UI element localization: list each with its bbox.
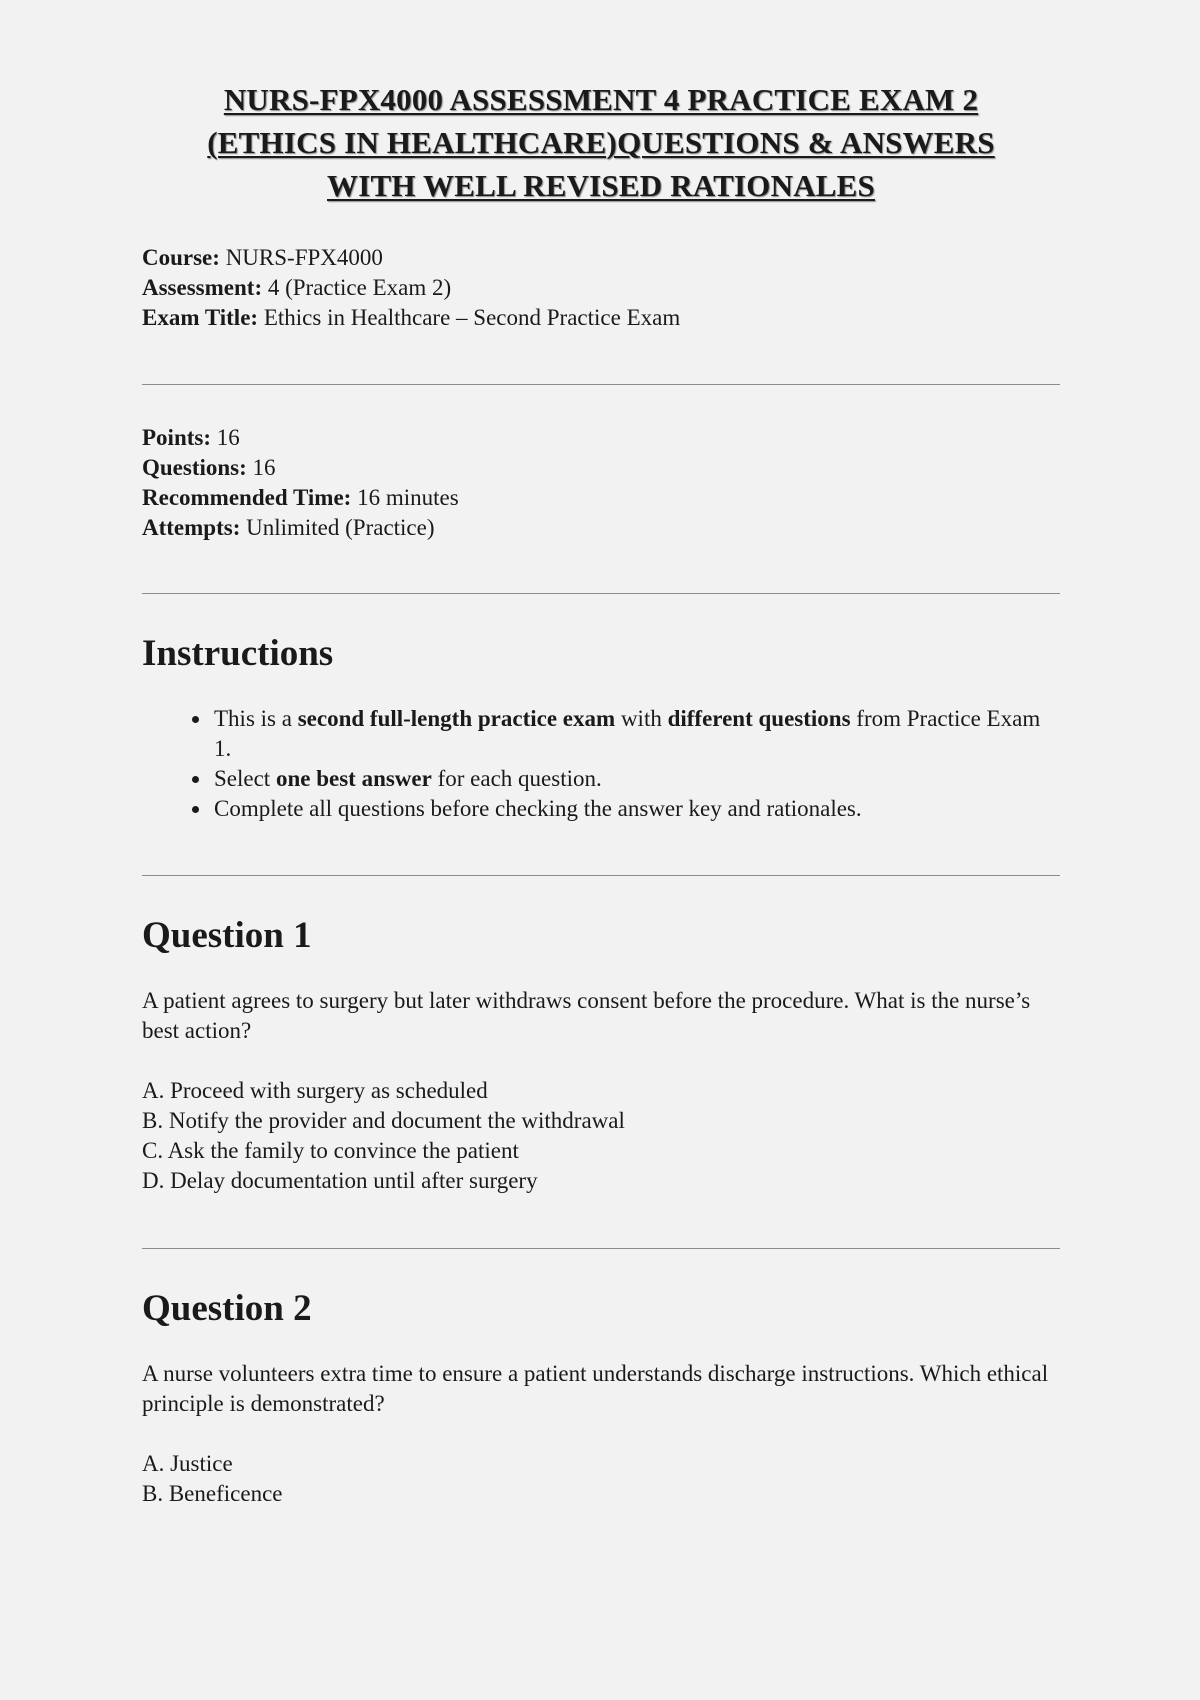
- course-row: [142, 243, 1060, 273]
- exam-title-row: [142, 303, 1060, 333]
- points-label: Points:: [142, 425, 211, 450]
- instruction-text: from Practice Exam 1.: [214, 706, 1041, 761]
- instruction-text: with: [615, 706, 668, 731]
- title-line-1: NURS-FPX4000 ASSESSMENT 4 PRACTICE EXAM 2: [223, 82, 979, 117]
- attempts-value: Unlimited (Practice): [240, 515, 435, 540]
- questions-row: [142, 453, 1060, 483]
- divider: [142, 875, 1060, 876]
- questions-label: Questions:: [142, 455, 247, 480]
- instruction-text: for each question.: [431, 766, 602, 791]
- questions-value: 16: [246, 455, 276, 480]
- document-title: [142, 78, 1060, 207]
- assessment-value: 4 (Practice Exam 2): [262, 275, 452, 300]
- answer-option: B. Beneficence: [142, 1481, 283, 1506]
- question-text: A nurse volunteers extra time to ensure a patient understands discharge instructions. Which ethical principle is demonstrated?: [142, 1361, 1049, 1416]
- answer-option: A. Justice: [142, 1451, 233, 1476]
- instructions-list: [142, 704, 1060, 824]
- divider: [142, 1248, 1060, 1249]
- answer-options: [142, 1449, 1060, 1509]
- attempts-label: Attempts:: [142, 515, 241, 540]
- points-value: 16: [211, 425, 240, 450]
- instruction-item: • Complete all questions before checking the answer key and rationales.: [212, 794, 1060, 824]
- course-label: Course:: [142, 245, 220, 270]
- time-value: 16 minutes: [351, 485, 459, 510]
- answer-option: C. Ask the family to convince the patient: [142, 1138, 519, 1163]
- course-info: [142, 243, 1060, 333]
- time-row: [142, 483, 1060, 513]
- divider: [142, 593, 1060, 594]
- instructions-heading: Instructions: [142, 633, 334, 674]
- instruction-item: [212, 764, 1060, 794]
- instruction-emphasis: one best answer: [275, 766, 432, 791]
- attempts-row: [142, 513, 1060, 543]
- answer-option: D. Delay documentation until after surgery: [142, 1168, 538, 1193]
- instruction-emphasis: different questions: [667, 706, 851, 731]
- question-block: [142, 1287, 1060, 1509]
- question-text: A patient agrees to surgery but later withdraws consent before the procedure. What is the nurse’s best action?: [142, 988, 1031, 1043]
- assessment-label: Assessment:: [142, 275, 263, 300]
- answer-options: [142, 1076, 1060, 1196]
- question-heading: Question 1: [142, 915, 312, 956]
- course-value: NURS-FPX4000: [219, 245, 383, 270]
- instruction-text: This is a: [214, 706, 298, 731]
- question-block: [142, 914, 1060, 1196]
- time-label: Recommended Time:: [142, 485, 352, 510]
- instruction-text: Select: [214, 766, 276, 791]
- exam-title-label: Exam Title:: [142, 305, 259, 330]
- title-line-2: (ETHICS IN HEALTHCARE)QUESTIONS & ANSWERS: [207, 125, 995, 160]
- exam-title-value: Ethics in Healthcare – Second Practice Exam: [258, 305, 681, 330]
- exam-details: [142, 423, 1060, 543]
- instruction-emphasis: second full-length practice exam: [297, 706, 616, 731]
- divider: [142, 384, 1060, 385]
- assessment-row: [142, 273, 1060, 303]
- question-heading: Question 2: [142, 1288, 312, 1329]
- instruction-item: [212, 704, 1060, 764]
- answer-option: A. Proceed with surgery as scheduled: [142, 1078, 488, 1103]
- points-row: [142, 423, 1060, 453]
- answer-option: B. Notify the provider and document the withdrawal: [142, 1108, 625, 1133]
- title-line-3: WITH WELL REVISED RATIONALES: [327, 168, 875, 203]
